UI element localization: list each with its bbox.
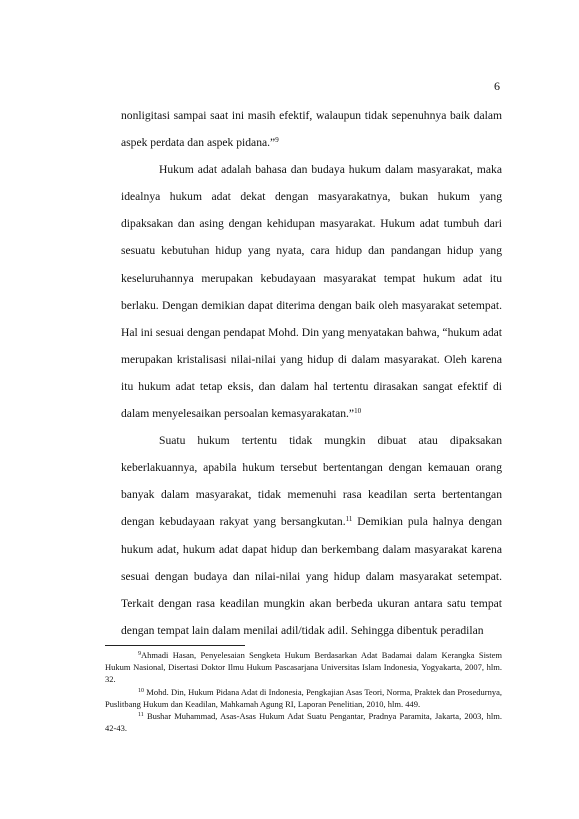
paragraph-text: nonligitasi sampai saat ini masih efektif, walaupun tidak sepenuhnya baik dalam aspek perdata dan aspek pidana.” (121, 109, 502, 150)
page-number: 6 (494, 79, 500, 93)
footnote-text: Ahmadi Hasan, Penyelesaian Sengketa Hukum Berdasarkan Adat Badamai dalam Kerangka Sistem Hukum Nasional, Disertasi Doktor Ilmu Hukum Pascasarjana Universitas Islam Indonesia, Yogyakarta, 2007, hlm. 32. (105, 650, 502, 685)
footnote (105, 649, 502, 686)
footnote (105, 710, 502, 734)
paragraph-text: Suatu hukum tertentu tidak mungkin dibuat atau dipaksakan keberlakuannya, apabila hukum tersebut bertentangan dengan kemauan orang banyak dalam masyarakat, tidak memenuhi rasa keadilan serta bertentangan dengan kebudayaan rakyat yang bersangkutan. (121, 434, 502, 529)
footnote-text: Mohd. Din, Hukum Pidana Adat di Indonesia, Pengkajian Asas Teori, Norma, Praktek dan Prosedurnya, Puslitbang Hukum dan Keadilan, Mahkamah Agung RI, Laporan Penelitian, 2010, hlm. 449. (105, 686, 502, 709)
paragraph-text: Demikian pula halnya dengan hukum adat, hukum adat dapat hidup dan berkembang dalam masyarakat karena sesuai dengan budaya dan nilai-nilai yang hidup dalam masyarakat setempat. Terkait dengan rasa keadilan mungkin akan berbeda ukuran antara satu tempat dengan tempat lain dalam menilai adil/tidak adil. Sehingga dibentuk peradilan (121, 515, 502, 637)
footnote-marker: 11 (138, 712, 144, 719)
footnotes (105, 649, 502, 734)
footnote-reference: 9 (275, 136, 279, 145)
footnote-marker: 9 (138, 651, 141, 657)
footnote-reference: 10 (354, 407, 362, 416)
footnote-text: Bushar Muhammad, Asas-Asas Hukum Adat Suatu Pengantar, Pradnya Paramita, Jakarta, 2003, hlm. 42-43. (105, 711, 502, 734)
footnote-reference: 11 (345, 515, 353, 524)
body-paragraph (121, 156, 502, 427)
body-text (121, 102, 502, 644)
footnote-marker: 10 (138, 687, 144, 694)
body-paragraph (121, 427, 502, 644)
paragraph-text: Hukum adat adalah bahasa dan budaya hukum dalam masyarakat, maka idealnya hukum adat dekat dengan masyarakatnya, bukan hukum yang dipaksakan dan asing dengan kehidupan masyarakat. Hukum adat tumbuh dari sesuatu kebutuhan hidup yang nyata, cara hidup dan pandangan hidup yang keseluruhannya merupakan kebudayaan masyarakat tempat hukum adat itu berlaku. Dengan demikian dapat diterima dengan baik oleh masyarakat setempat. Hal ini sesuai dengan pendapat Mohd. Din yang menyatakan bahwa, “hukum adat merupakan kristalisasi nilai-nilai yang hidup di dalam masyarakat. Oleh karena itu hukum adat tetap eksis, dan dalam hal tertentu dirasakan sangat efektif di dalam menyelesaikan persoalan kemasyarakatan.” (121, 163, 502, 421)
footnote (105, 686, 502, 710)
body-paragraph (121, 102, 502, 156)
footnote-separator (105, 645, 245, 646)
